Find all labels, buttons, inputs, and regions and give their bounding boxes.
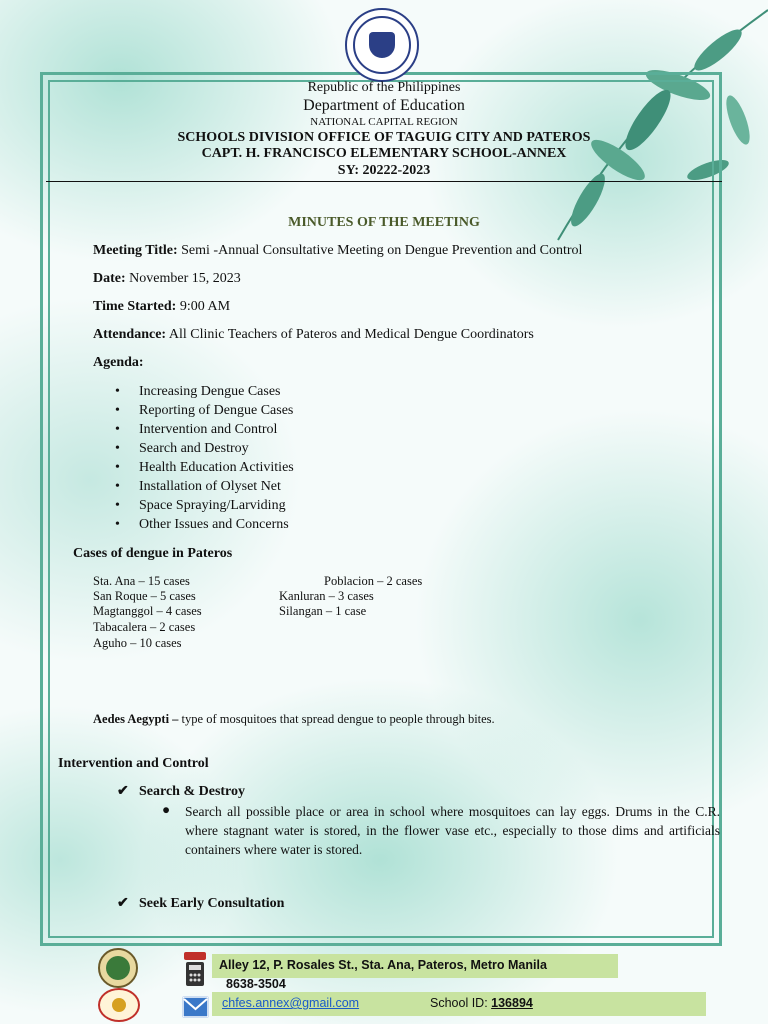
agenda-item: • Space Spraying/Larviding (115, 496, 294, 515)
email-icon (182, 996, 209, 1018)
attendance-field (93, 327, 534, 343)
case-poblacion: Poblacion – 2 cases (324, 574, 423, 588)
case-kanluran: Kanluran – 3 cases (279, 589, 374, 603)
deped-seal-logo (345, 8, 419, 82)
time-value: 9:00 AM (176, 299, 231, 314)
footer-school-id (430, 996, 533, 1010)
attendance-label: Attendance: (93, 327, 167, 342)
case-silangan: Silangan – 1 case (279, 604, 367, 618)
header-school-year: SY: 20222-2023 (337, 163, 431, 178)
agenda-item: • Health Education Activities (115, 458, 294, 477)
time-field (93, 299, 230, 315)
aedes-description: type of mosquitoes that spread dengue to people through bites. (178, 712, 495, 726)
header-republic: Republic of the Philippines (307, 80, 461, 95)
agenda-item: • Reporting of Dengue Cases (115, 401, 294, 420)
meeting-title-value: Semi -Annual Consultative Meeting on Dengue Prevention and Control (177, 243, 583, 258)
school-logo (98, 948, 138, 988)
telephone-icon (182, 950, 208, 990)
header-divider (46, 181, 722, 182)
agenda-label: Agenda: (93, 355, 144, 370)
agenda-item: • Other Issues and Concerns (115, 515, 294, 534)
school-id-value: 136894 (491, 996, 533, 1010)
meeting-title-label: Meeting Title: (93, 243, 178, 258)
agenda-item: • Search and Destroy (115, 439, 294, 458)
aedes-definition (93, 712, 495, 727)
seek-consultation-item (117, 895, 284, 912)
search-destroy-item (117, 783, 245, 800)
agenda-list (115, 382, 294, 534)
school-id-label: School ID: (430, 996, 492, 1010)
header-division: SCHOOLS DIVISION OFFICE OF TAGUIG CITY AND PATEROS (177, 130, 591, 145)
header-region: NATIONAL CAPITAL REGION (310, 116, 458, 128)
footer-email-link[interactable]: chfes.annex@gmail.com (222, 996, 360, 1010)
document-title: MINUTES OF THE MEETING (288, 215, 480, 230)
attendance-value: All Clinic Teachers of Pateros and Medical Dengue Coordinators (166, 327, 534, 342)
case-sta-ana: Sta. Ana – 15 cases (93, 574, 190, 588)
agenda-item: • Installation of Olyset Net (115, 477, 294, 496)
seek-consultation-label: Seek Early Consultation (139, 896, 285, 911)
case-san-roque: San Roque – 5 cases (93, 589, 196, 603)
time-label: Time Started: (93, 299, 177, 314)
intervention-heading: Intervention and Control (58, 756, 209, 771)
cases-heading: Cases of dengue in Pateros (73, 546, 233, 561)
bullet-icon: ● (162, 802, 171, 817)
footer-phone: 8638-3504 (226, 977, 286, 991)
case-magtanggol: Magtanggol – 4 cases (93, 604, 202, 618)
header-school: CAPT. H. FRANCISCO ELEMENTARY SCHOOL-ANNEX (201, 146, 567, 161)
agenda-heading (93, 355, 144, 371)
date-value: November 15, 2023 (125, 271, 241, 286)
search-destroy-text: Search all possible place or area in school where mosquitoes can lay eggs. Drums in the C.R. where stagnant water is stored, in the flower vase etc., especially to those dims and artificials containers where water is stored. (185, 804, 720, 857)
division-logo (98, 988, 140, 1022)
checkmark-icon: ✔ (117, 784, 129, 799)
aedes-term: Aedes Aegypti – (93, 712, 179, 726)
date-field (93, 271, 241, 287)
search-destroy-label: Search & Destroy (139, 784, 246, 799)
footer-address: Alley 12, P. Rosales St., Sta. Ana, Pateros, Metro Manila (219, 958, 547, 972)
checkmark-icon: ✔ (117, 896, 129, 911)
agenda-item: • Increasing Dengue Cases (115, 382, 294, 401)
meeting-title-field (93, 243, 582, 259)
date-label: Date: (93, 271, 126, 286)
case-aguho: Aguho – 10 cases (93, 636, 182, 650)
case-tabacalera: Tabacalera – 2 cases (93, 620, 196, 634)
header-department: Department of Education (303, 97, 465, 114)
agenda-item: • Intervention and Control (115, 420, 294, 439)
